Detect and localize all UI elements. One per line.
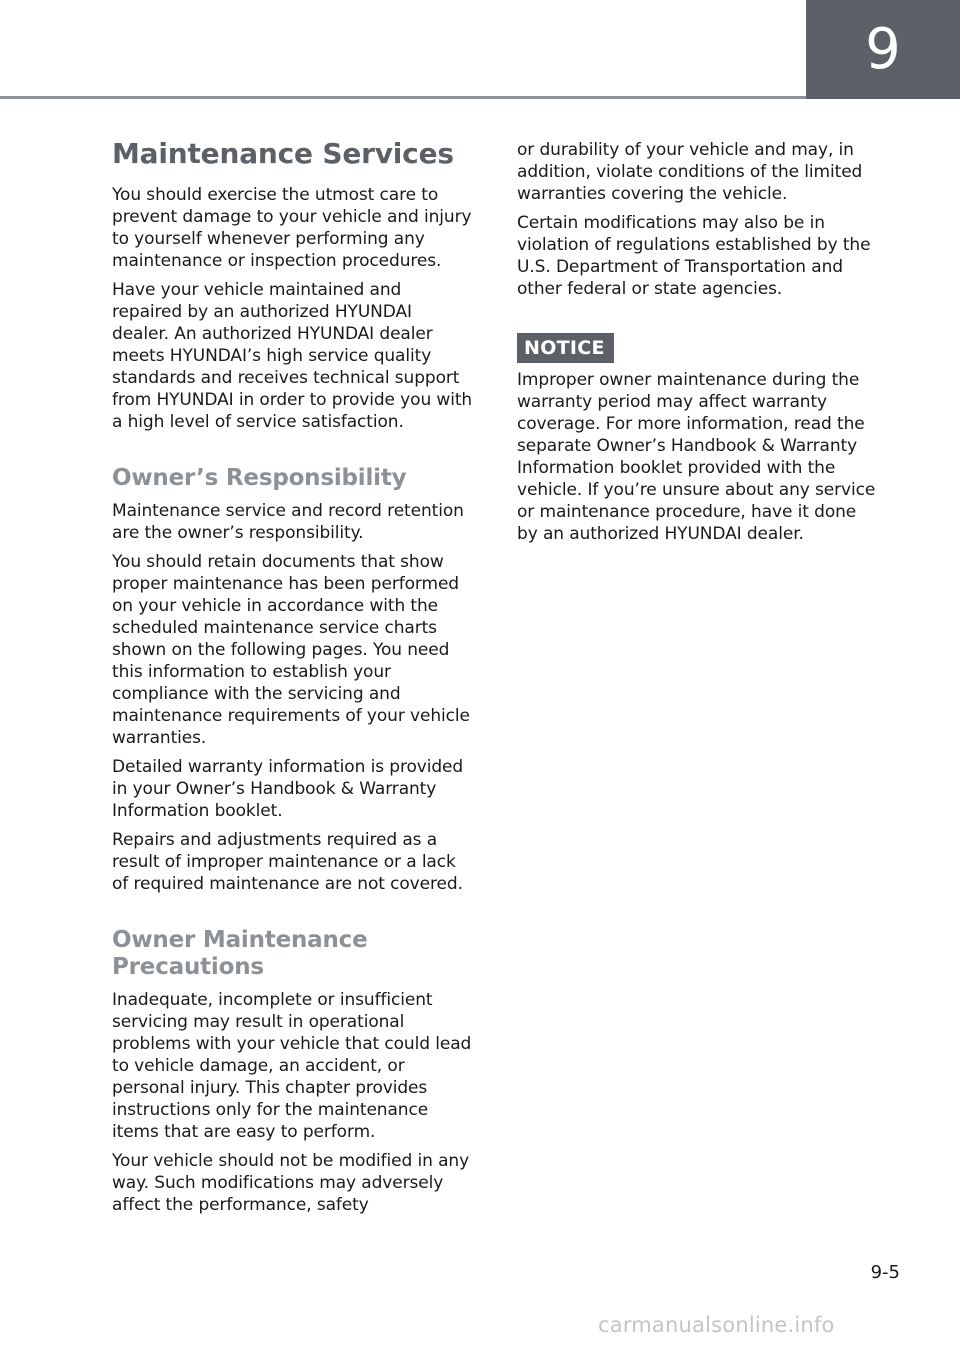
body-paragraph: You should retain documents that show proper maintenance has been performed on your vehicle in accordance with the scheduled maintenance service charts shown on the following pages. You need this information to establish your compliance with the servicing and maintenance requirements of your vehicle warranties. [112,552,470,748]
page-number: 9-5 [870,1262,900,1283]
notice-badge: NOTICE [517,333,614,363]
subsection-title: Owner’s Responsibility [112,465,407,491]
subsection-title-line2: Precautions [112,954,264,980]
left-column [112,136,474,1223]
intro-paragraph: Have your vehicle maintained and repaired by an authorized HYUNDAI dealer. An authorized HYUNDAI dealer meets HYUNDAI’s high service quality standards and receives technical support from HYUNDAI in order to provide you with a high level of service satisfaction. [112,280,473,432]
section-title: Maintenance Services [112,137,454,170]
subsection-title-line1: Owner Maintenance [112,927,368,953]
notice-text: Improper owner maintenance during the warranty period may affect warranty coverage. For more information, read the separate Owner’s Handbook & Warranty Information booklet provided with the vehicle. If you’re unsure about any service or maintenance procedure, have it done by an authorized HYUNDAI dealer. [517,370,876,544]
intro-paragraph: You should exercise the utmost care to prevent damage to your vehicle and injury to yourself whenever performing any maintenance or inspection procedures. [112,185,472,271]
body-paragraph: Certain modifications may also be in violation of regulations established by the U.S. Department of Transportation and other federal or state agencies. [517,213,871,299]
subsection-title [112,927,474,981]
chapter-number: 9 [865,17,901,82]
body-paragraph: Repairs and adjustments required as a result of improper maintenance or a lack of required maintenance are not covered. [112,830,463,894]
body-paragraph: or durability of your vehicle and may, in addition, violate conditions of the limited warranties covering the vehicle. [517,140,863,204]
body-paragraph: Inadequate, incomplete or insufficient servicing may result in operational problems with your vehicle that could lead to vehicle damage, an accident, or personal injury. This chapter provides instructions only for the maintenance items that are easy to perform. [112,990,472,1142]
right-column [517,139,879,552]
body-paragraph: Your vehicle should not be modified in any way. Such modifications may adversely affect the performance, safety [112,1151,470,1215]
header-rule [0,96,806,99]
watermark: carmanualsonline.info [598,1313,835,1337]
chapter-tab [806,0,960,99]
body-paragraph: Maintenance service and record retention are the owner’s responsibility. [112,501,464,543]
owner-responsibility-section [112,465,474,895]
owner-precautions-section [112,927,474,1216]
body-paragraph: Detailed warranty information is provided in your Owner’s Handbook & Warranty Information booklet. [112,757,464,821]
